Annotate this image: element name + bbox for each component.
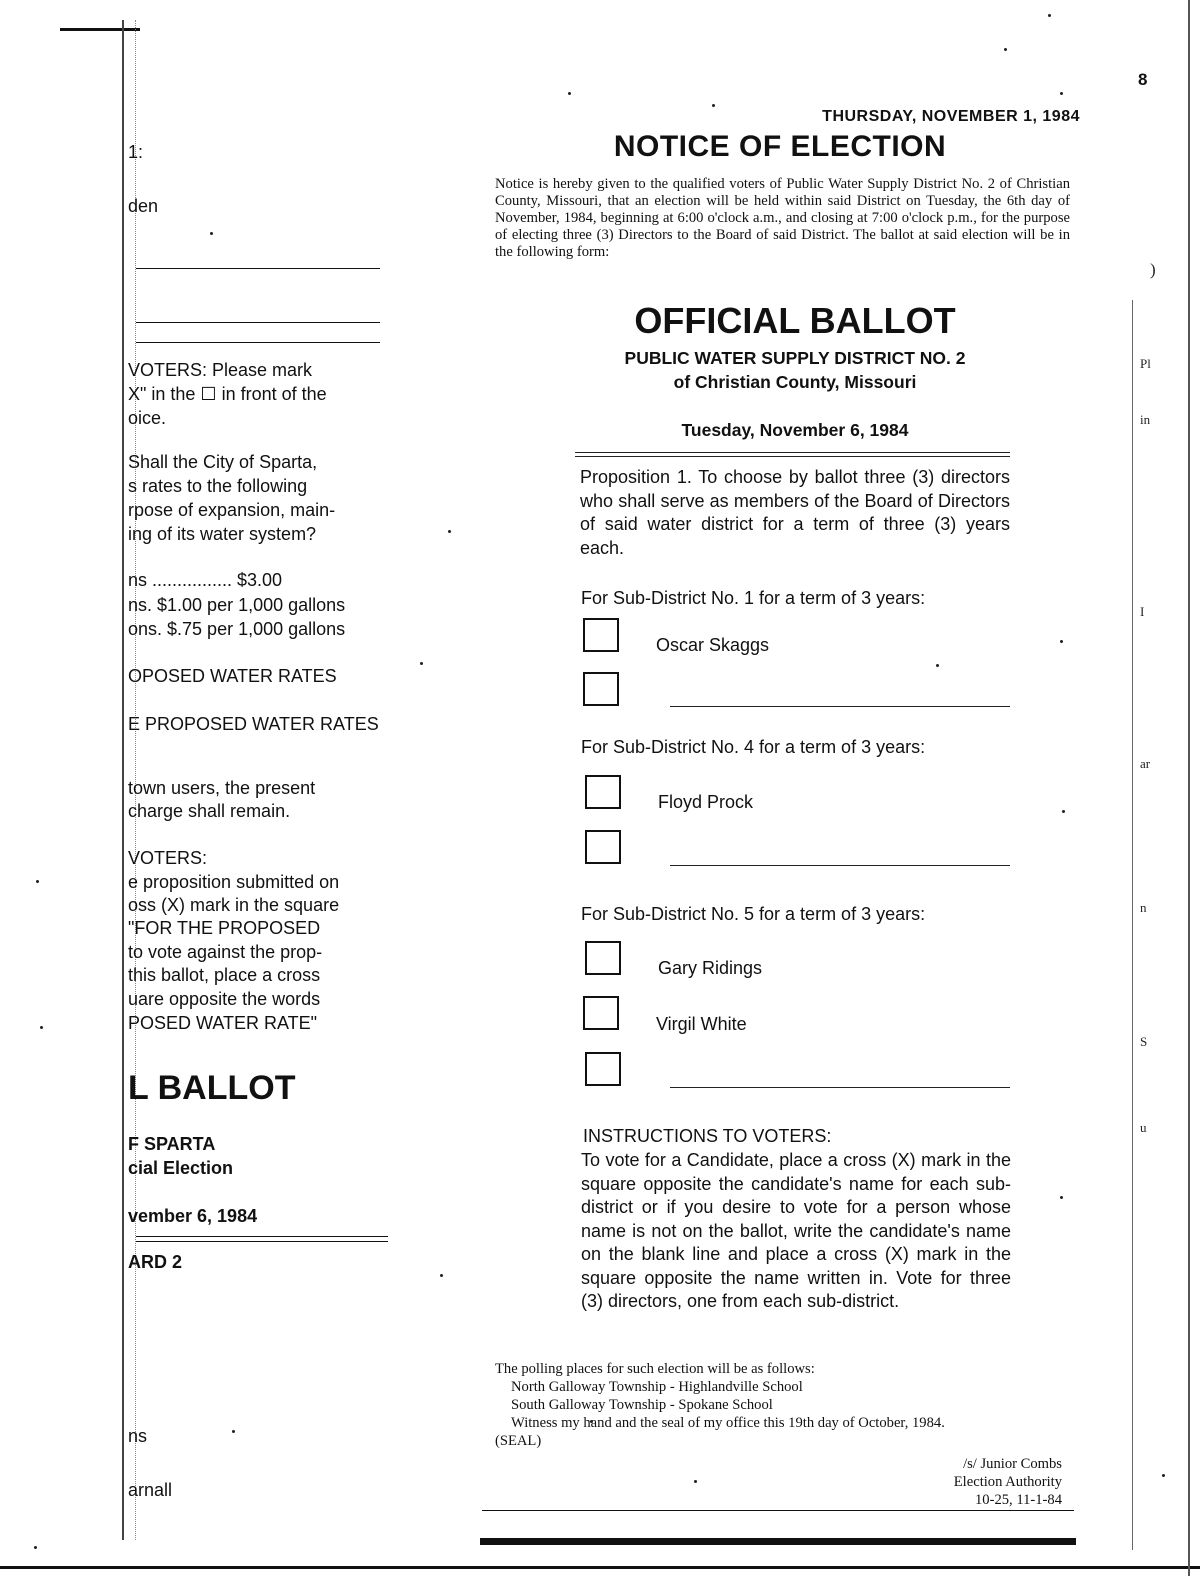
- proposition-text: Proposition 1. To choose by ballot three (3) directors who shall serve as members of the Board of Directors of said water district for a term of three (3) years each.: [580, 467, 1010, 558]
- ballot-double-rule: [575, 452, 1010, 457]
- vote-checkbox-floyd-prock[interactable]: [585, 775, 621, 809]
- left-column-line: ns. $1.00 per 1,000 gallons: [128, 595, 346, 615]
- left-column-line: to vote against the prop-: [128, 942, 323, 962]
- left-column-line: den: [128, 196, 159, 216]
- left-column-line: vember 6, 1984: [128, 1206, 258, 1226]
- left-column-line: ns ................ $3.00: [128, 570, 283, 590]
- left-column-line: ns: [128, 1426, 148, 1446]
- seal-label: (SEAL): [495, 1433, 542, 1449]
- scan-speck: [1162, 1474, 1165, 1477]
- left-column-divider: [136, 342, 380, 343]
- left-column-line: 1:: [128, 142, 144, 162]
- scan-speck: [1060, 1196, 1063, 1199]
- polling-place: North Galloway Township - Highlandville School: [511, 1379, 803, 1395]
- polling-intro: The polling places for such election will be as follows:: [495, 1361, 815, 1377]
- scan-speck: [210, 232, 213, 235]
- scan-speck: [36, 880, 39, 883]
- left-column-line: oice.: [128, 408, 167, 428]
- notice-body: Notice is hereby given to the qualified voters of Public Water Supply District No. 2 of Christian County, Missouri, that an election will be held within said District on Tuesday, the 6th day of November, 1984, beginning at 6:00 o'clock a.m., and closing at 7:00 o'clock p.m., for the purpose of electing three (3) Directors to the Board of said District. The ballot at said election will be in the following form:: [495, 176, 1070, 260]
- scan-speck: [936, 664, 939, 667]
- ballot-district: PUBLIC WATER SUPPLY DISTRICT NO. 2: [624, 348, 966, 368]
- right-column-fragment: Pl: [1140, 356, 1151, 371]
- vote-checkbox-oscar-skaggs[interactable]: [583, 618, 619, 652]
- right-column-rule: [1132, 300, 1133, 1550]
- left-column-line: VOTERS: Please mark: [128, 360, 313, 380]
- notice-title: NOTICE OF ELECTION: [613, 130, 947, 163]
- left-column-line: cial Election: [128, 1158, 234, 1178]
- scan-speck: [448, 530, 451, 533]
- signature-name: /s/ Junior Combs: [963, 1456, 1062, 1472]
- left-column-divider: [136, 1241, 388, 1242]
- notice-bottom-rule: [482, 1510, 1074, 1511]
- left-column-line: Shall the City of Sparta,: [128, 452, 318, 472]
- scan-speck: [568, 92, 571, 95]
- vote-checkbox-write-in-1[interactable]: [583, 672, 619, 706]
- right-column-fragment: S: [1140, 1034, 1148, 1049]
- scan-speck: [1048, 14, 1051, 17]
- vote-checkbox-virgil-white[interactable]: [583, 996, 619, 1030]
- scan-speck: [40, 1026, 43, 1029]
- left-column-divider: [136, 322, 380, 323]
- run-dates: 10-25, 11-1-84: [974, 1492, 1062, 1508]
- scan-speck: [712, 104, 715, 107]
- left-column-line: VOTERS:: [128, 848, 208, 868]
- left-column-line: E PROPOSED WATER RATES: [128, 714, 379, 734]
- candidate-name: Virgil White: [656, 1014, 747, 1034]
- left-column-line: ing of its water system?: [128, 524, 317, 544]
- left-column-ballot-title: L BALLOT: [128, 1069, 296, 1107]
- right-page-edge: [1188, 0, 1190, 1576]
- subdistrict-1-heading: For Sub-District No. 1 for a term of 3 years:: [581, 588, 926, 608]
- left-column-line: OPOSED WATER RATES: [128, 666, 337, 686]
- scan-speck: [1004, 48, 1007, 51]
- vote-checkbox-write-in-4[interactable]: [585, 830, 621, 864]
- left-column-divider: [136, 1236, 388, 1237]
- scan-speck: [1060, 92, 1063, 95]
- right-column-fragment: ): [1150, 260, 1156, 279]
- scan-speck: [1062, 810, 1065, 813]
- right-column-fragment: ar: [1140, 756, 1151, 771]
- left-column-line: oss (X) mark in the square: [128, 895, 340, 915]
- candidate-name: Oscar Skaggs: [656, 635, 770, 655]
- write-in-line-1[interactable]: [670, 706, 1010, 707]
- notice-bottom-bar: [480, 1538, 1076, 1545]
- scan-speck: [694, 1480, 697, 1483]
- left-column-line: ARD 2: [128, 1252, 183, 1272]
- left-column-line: POSED WATER RATE": [128, 1013, 318, 1033]
- scan-speck: [420, 662, 423, 665]
- ballot-title: OFFICIAL BALLOT: [634, 300, 956, 341]
- left-column-line: ons. $.75 per 1,000 gallons: [128, 619, 346, 639]
- left-column-line: charge shall remain.: [128, 801, 291, 821]
- candidate-name: Floyd Prock: [658, 792, 754, 812]
- scan-speck: [1060, 640, 1063, 643]
- witness-statement: Witness my hand and the seal of my office this 19th day of October, 1984.: [511, 1415, 945, 1431]
- left-column-line: s rates to the following: [128, 476, 308, 496]
- right-column-fragment: u: [1140, 1120, 1147, 1135]
- ballot-date: Tuesday, November 6, 1984: [681, 420, 909, 440]
- right-column-fragment: n: [1140, 900, 1147, 915]
- left-column-line: e proposition submitted on: [128, 872, 340, 892]
- vote-checkbox-write-in-5[interactable]: [585, 1052, 621, 1086]
- left-column-divider: [136, 268, 380, 269]
- candidate-name: Gary Ridings: [658, 958, 763, 978]
- scan-speck: [34, 1546, 37, 1549]
- polling-place: South Galloway Township - Spokane School: [511, 1397, 773, 1413]
- write-in-line-5[interactable]: [670, 1087, 1010, 1088]
- page-number: 8: [1138, 70, 1148, 89]
- right-column-fragment: I: [1140, 604, 1145, 619]
- left-column-line: arnall: [128, 1480, 173, 1500]
- left-column-line: "FOR THE PROPOSED: [128, 918, 321, 938]
- left-column-line: town users, the present: [128, 778, 316, 798]
- left-column-line: uare opposite the words: [128, 989, 321, 1009]
- left-column-line: F SPARTA: [128, 1134, 216, 1154]
- scan-speck: [440, 1274, 443, 1277]
- vote-checkbox-gary-ridings[interactable]: [585, 941, 621, 975]
- right-column-fragment: in: [1140, 412, 1151, 427]
- left-column-line: this ballot, place a cross: [128, 965, 321, 985]
- instructions-text: To vote for a Candidate, place a cross (X) mark in the square opposite the candidate's name for each sub-district or if you desire to vote for a person whose name is not on the ballot, write the candidate's name on the blank line and place a cross (X) mark in the square opposite the name written in. Vote for three (3) directors, one from each sub-district.: [581, 1150, 1011, 1311]
- ballot-county: of Christian County, Missouri: [673, 372, 917, 392]
- subdistrict-4-heading: For Sub-District No. 4 for a term of 3 years:: [581, 737, 926, 757]
- write-in-line-4[interactable]: [670, 865, 1010, 866]
- top-border-line: [0, 1566, 1200, 1569]
- left-column-line: X" in the ☐ in front of the: [128, 384, 327, 404]
- issue-date: THURSDAY, NOVEMBER 1, 1984: [822, 108, 1080, 125]
- left-column-line: rpose of expansion, main-: [128, 500, 336, 520]
- instructions-heading: INSTRUCTIONS TO VOTERS:: [583, 1126, 832, 1146]
- signature-title: Election Authority: [953, 1474, 1062, 1490]
- subdistrict-5-heading: For Sub-District No. 5 for a term of 3 years:: [581, 904, 926, 924]
